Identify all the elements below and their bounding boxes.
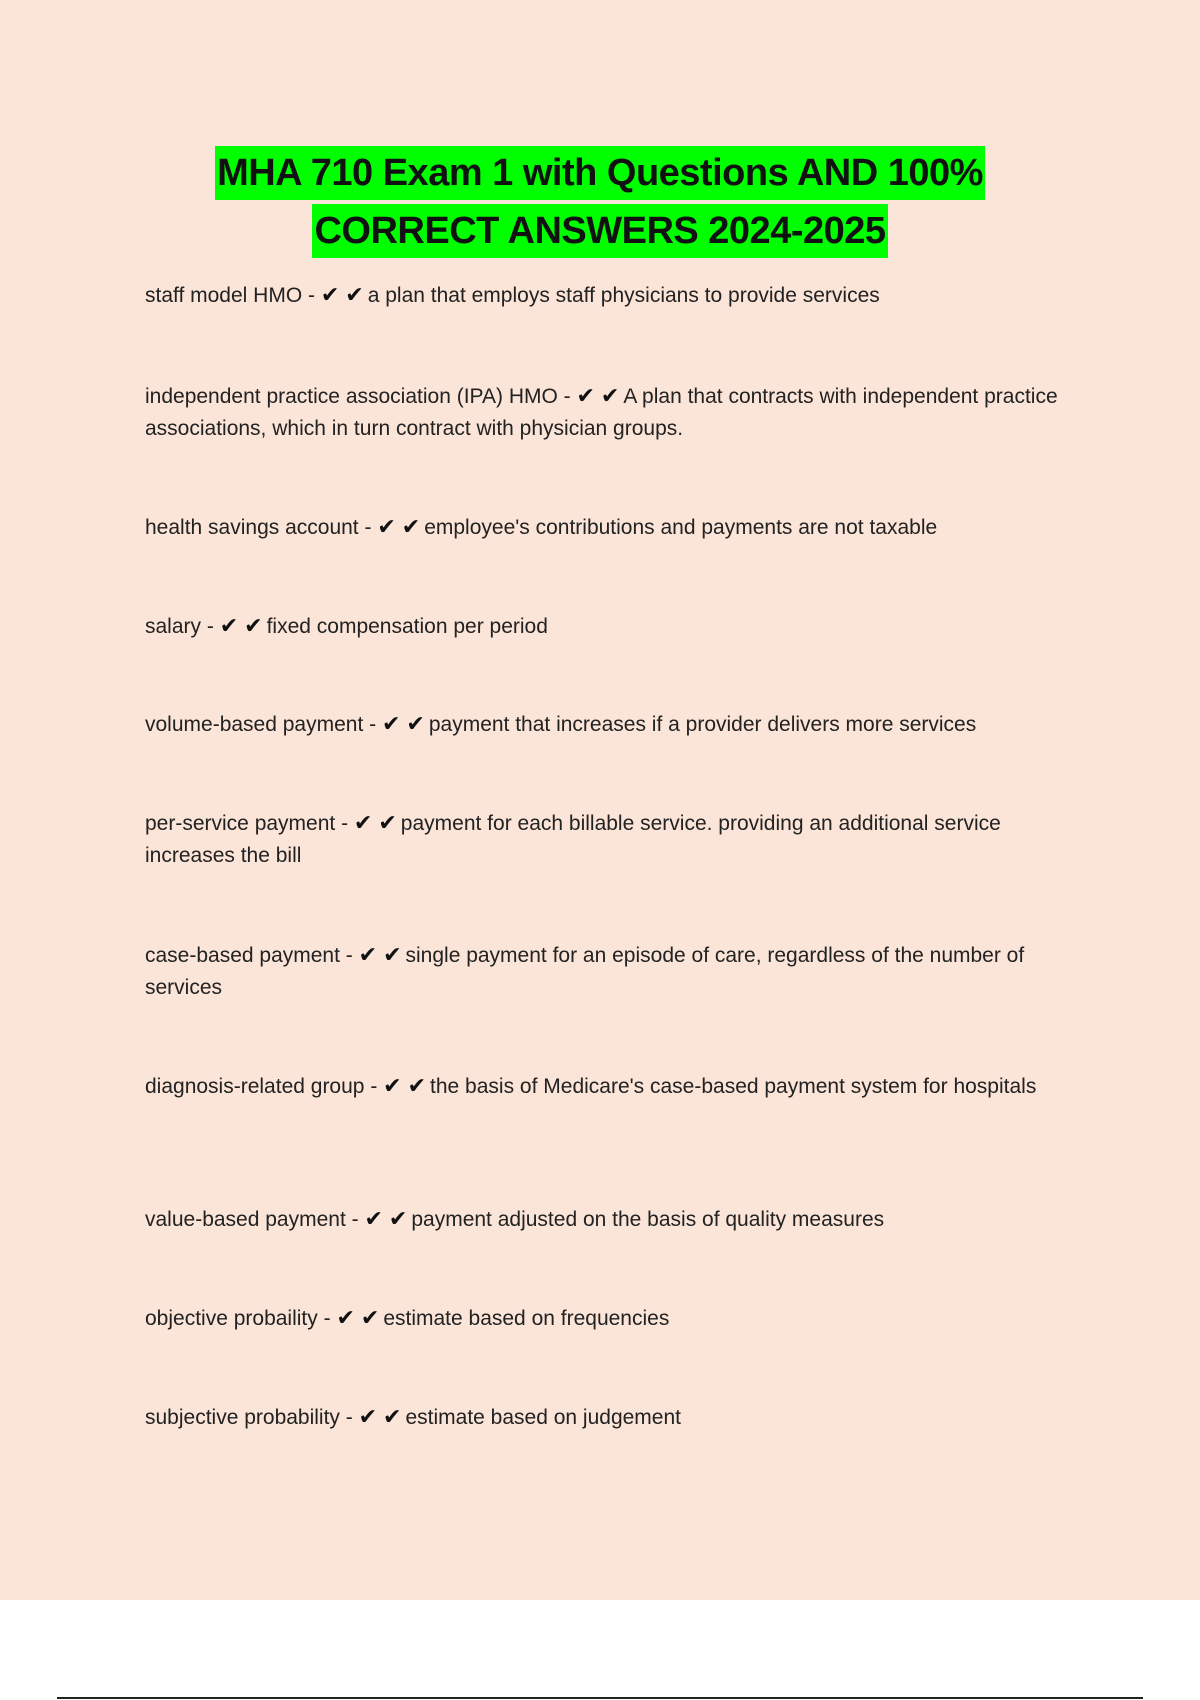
term: salary xyxy=(145,615,202,638)
term: case-based payment xyxy=(145,944,340,967)
check-mark-icon: ✔ xyxy=(406,712,425,737)
definition: a plan that employs staff physicians to provide services xyxy=(367,284,880,307)
check-mark-icon: ✔ xyxy=(576,384,595,409)
definition: payment for each billable service. providing an additional service increases the bill xyxy=(145,812,1001,867)
separator: - xyxy=(358,516,378,539)
list-item xyxy=(145,1071,1095,1103)
list-item xyxy=(145,709,1095,741)
list-item xyxy=(145,940,1095,1004)
term: per-service payment xyxy=(145,812,336,835)
term: diagnosis-related group xyxy=(145,1075,365,1098)
definition: estimate based on judgement xyxy=(405,1406,681,1429)
check-mark-icon: ✔ xyxy=(358,943,378,968)
separator: - xyxy=(201,615,220,638)
check-mark-icon: ✔ xyxy=(383,1405,402,1430)
separator: - xyxy=(339,944,359,967)
separator: - xyxy=(339,1406,359,1429)
check-mark-icon: ✔ xyxy=(378,811,397,836)
list-item xyxy=(145,1204,1095,1236)
list-item xyxy=(145,808,1095,872)
definition: single payment for an episode of care, regardless of the number of services xyxy=(145,944,1025,999)
check-mark-icon: ✔ xyxy=(360,1306,380,1331)
term: objective probaility xyxy=(145,1307,318,1330)
term: volume-based payment xyxy=(145,713,364,736)
term: independent practice association (IPA) HMO xyxy=(145,385,558,408)
check-mark-icon: ✔ xyxy=(336,1306,355,1331)
check-mark-icon: ✔ xyxy=(320,283,340,308)
definition: employee's contributions and payments are not taxable xyxy=(424,516,938,539)
list-item xyxy=(145,512,1095,544)
term: subjective probability xyxy=(145,1406,340,1429)
definition: payment that increases if a provider delivers more services xyxy=(428,713,977,736)
check-mark-icon: ✔ xyxy=(353,811,373,836)
definition: fixed compensation per period xyxy=(266,615,548,638)
check-mark-icon: ✔ xyxy=(383,943,402,968)
definition: A plan that contracts with independent practice associations, which in turn contract with physician groups. xyxy=(145,385,1058,440)
title-line-1: MHA 710 Exam 1 with Questions AND 100% xyxy=(215,146,985,200)
document-title xyxy=(0,146,1200,262)
check-mark-icon: ✔ xyxy=(381,712,401,737)
check-mark-icon: ✔ xyxy=(401,515,421,540)
definition: payment adjusted on the basis of quality measures xyxy=(411,1208,885,1231)
list-item xyxy=(145,1303,1095,1335)
separator: - xyxy=(363,713,382,736)
check-mark-icon: ✔ xyxy=(383,1074,402,1099)
list-item xyxy=(145,611,1095,643)
check-mark-icon: ✔ xyxy=(407,1074,427,1099)
separator: - xyxy=(335,812,354,835)
check-mark-icon: ✔ xyxy=(345,283,364,308)
check-mark-icon: ✔ xyxy=(377,515,396,540)
footer-rule xyxy=(57,1697,1143,1699)
list-item xyxy=(145,381,1095,445)
separator: - xyxy=(302,284,321,307)
separator: - xyxy=(557,385,577,408)
check-mark-icon: ✔ xyxy=(358,1405,378,1430)
separator: - xyxy=(317,1307,337,1330)
term: health savings account xyxy=(145,516,359,539)
check-mark-icon: ✔ xyxy=(600,384,620,409)
check-mark-icon: ✔ xyxy=(388,1207,408,1232)
check-mark-icon: ✔ xyxy=(219,614,239,639)
check-mark-icon: ✔ xyxy=(244,614,263,639)
separator: - xyxy=(345,1208,365,1231)
list-item xyxy=(145,280,1095,312)
definition: estimate based on frequencies xyxy=(383,1307,670,1330)
term: value-based payment xyxy=(145,1208,346,1231)
list-item xyxy=(145,1402,1095,1434)
check-mark-icon: ✔ xyxy=(364,1207,383,1232)
definition: the basis of Medicare's case-based payment system for hospitals xyxy=(430,1075,1037,1098)
title-line-2: CORRECT ANSWERS 2024-2025 xyxy=(312,204,887,258)
term: staff model HMO xyxy=(145,284,303,307)
separator: - xyxy=(364,1075,384,1098)
